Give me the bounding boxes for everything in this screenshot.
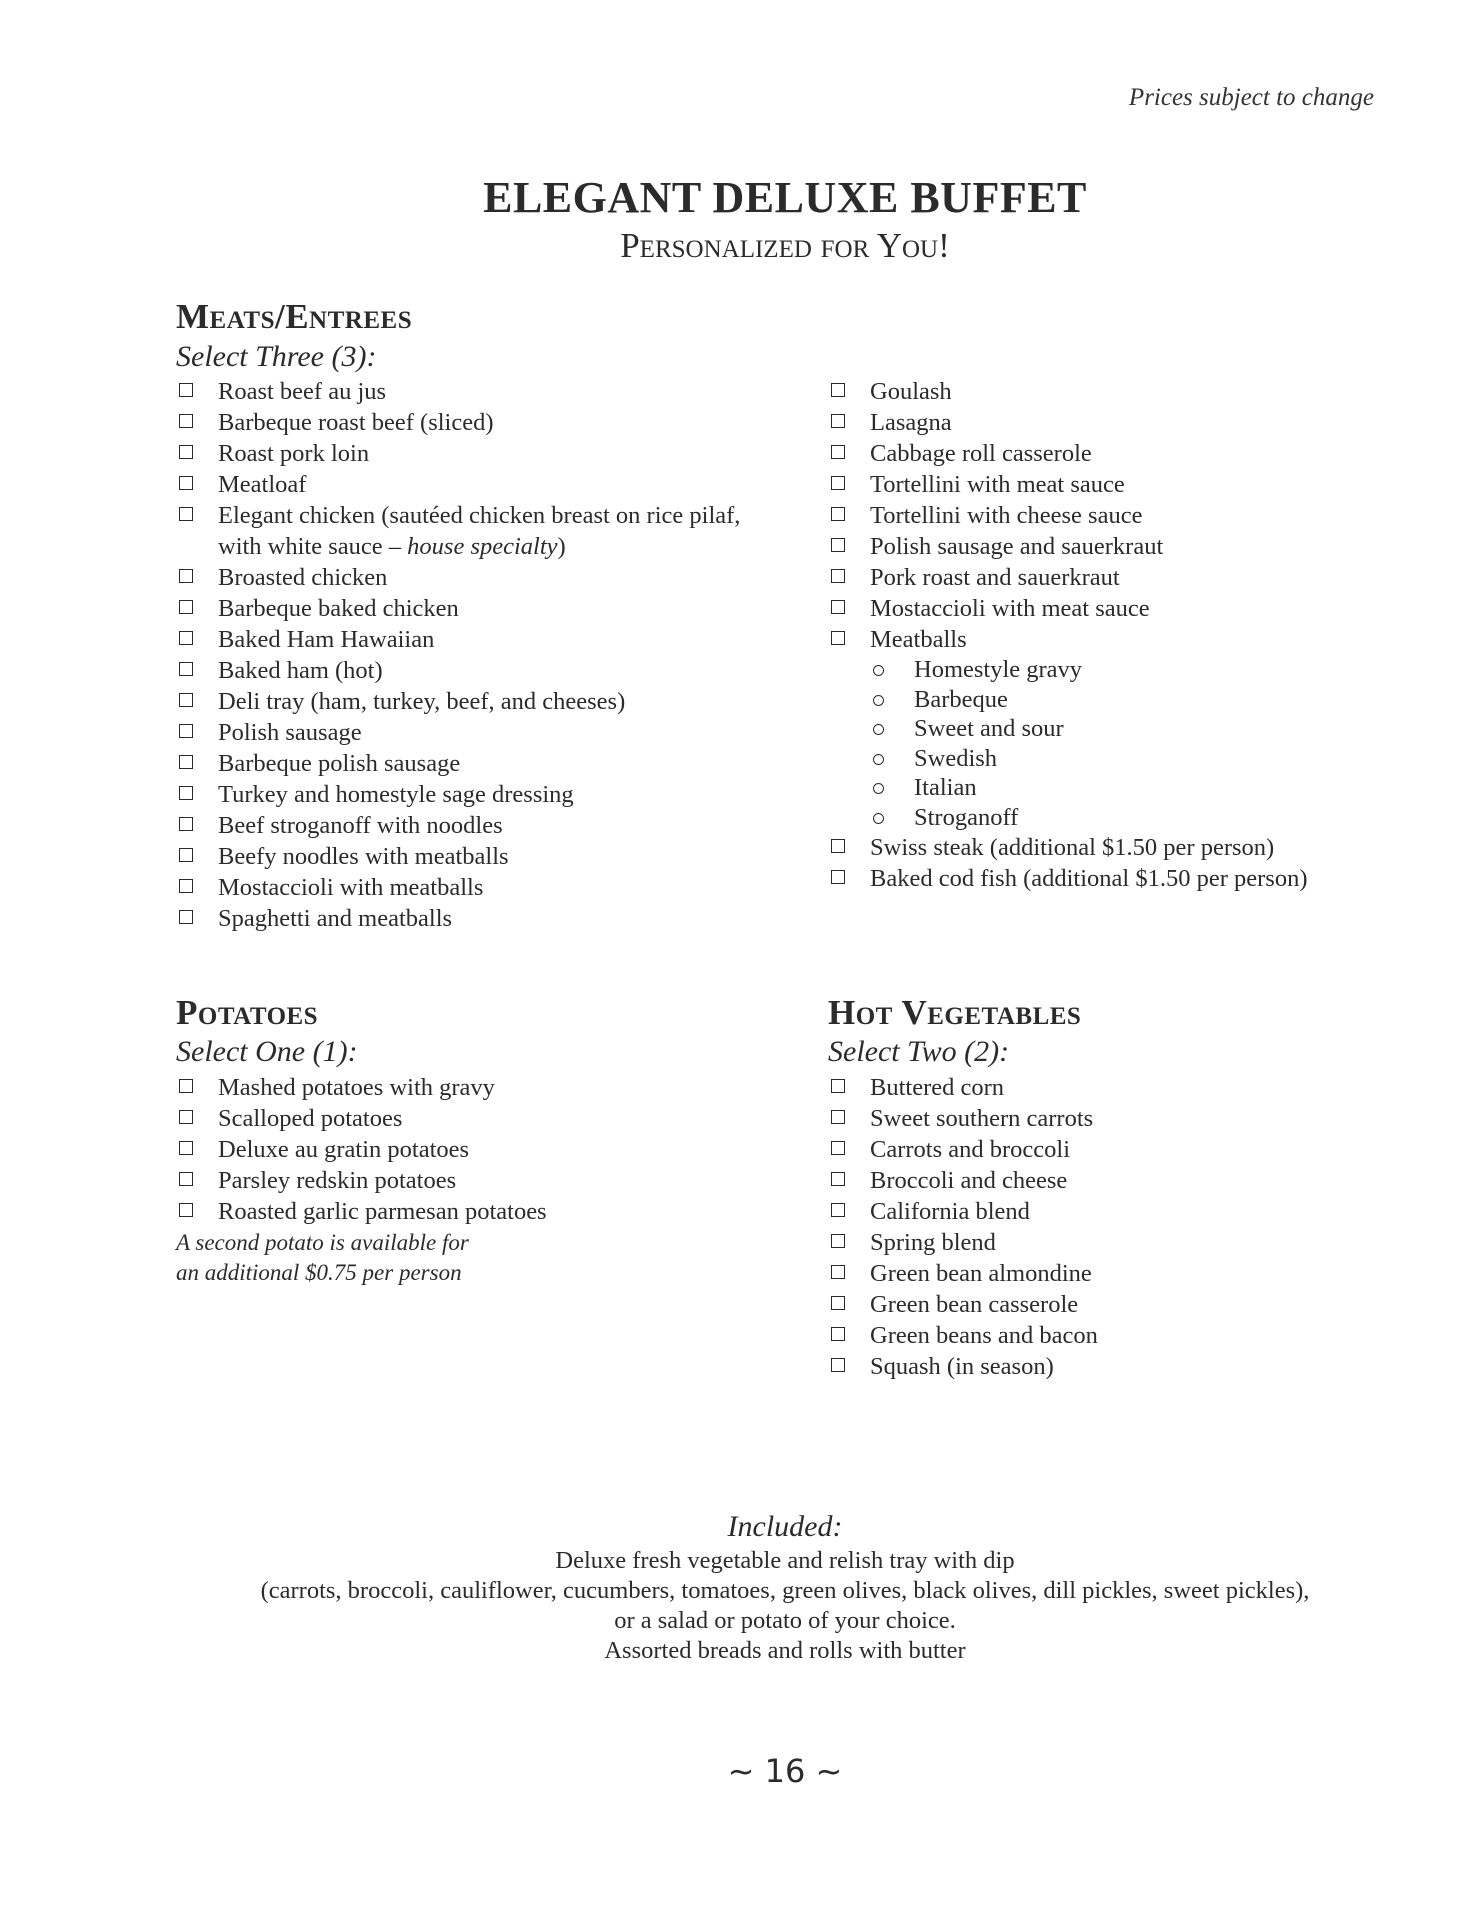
- checkbox-icon[interactable]: [179, 414, 193, 428]
- potato-item[interactable]: Scalloped potatoes: [176, 1103, 776, 1134]
- circle-bullet-icon: [873, 724, 884, 735]
- meat-item[interactable]: Polish sausage: [176, 717, 776, 748]
- checkbox-icon[interactable]: [831, 538, 845, 552]
- vegetable-item[interactable]: Green bean casserole: [828, 1289, 1428, 1320]
- checkbox-icon[interactable]: [831, 1296, 845, 1310]
- checkbox-icon[interactable]: [179, 1079, 193, 1093]
- meat-item[interactable]: Swiss steak (additional $1.50 per person): [828, 832, 1428, 863]
- meat-item[interactable]: Barbeque roast beef (sliced): [176, 407, 776, 438]
- vegetable-item[interactable]: Spring blend: [828, 1227, 1428, 1258]
- checkbox-icon[interactable]: [179, 879, 193, 893]
- potato-item[interactable]: Mashed potatoes with gravy: [176, 1072, 776, 1103]
- price-notice: Prices subject to change: [1128, 84, 1374, 111]
- meat-item[interactable]: Pork roast and sauerkraut: [828, 562, 1428, 593]
- included-line: (carrots, broccoli, cauliflower, cucumbers, tomatoes, green olives, black olives, dill pickles, sweet pickles),: [260, 1577, 1310, 1604]
- meat-item[interactable]: Mostaccioli with meat sauce: [828, 593, 1428, 624]
- vegetable-item[interactable]: Green bean almondine: [828, 1258, 1428, 1289]
- checkbox-icon[interactable]: [179, 383, 193, 397]
- checkbox-icon[interactable]: [179, 724, 193, 738]
- checkbox-icon[interactable]: [831, 476, 845, 490]
- checkbox-icon[interactable]: [831, 839, 845, 853]
- checkbox-icon[interactable]: [179, 476, 193, 490]
- meat-item[interactable]: Broasted chicken: [176, 562, 776, 593]
- included-line: or a salad or potato of your choice.: [614, 1607, 956, 1634]
- checkbox-icon[interactable]: [179, 786, 193, 800]
- checkbox-icon[interactable]: [179, 631, 193, 645]
- checkbox-icon[interactable]: [831, 383, 845, 397]
- meat-item[interactable]: Tortellini with cheese sauce: [828, 500, 1428, 531]
- checkbox-icon[interactable]: [179, 910, 193, 924]
- meatball-options: [828, 655, 1428, 832]
- vegetables-heading: Hot Vegetables: [828, 993, 1082, 1032]
- vegetable-item[interactable]: Sweet southern carrots: [828, 1103, 1428, 1134]
- potato-item[interactable]: Roasted garlic parmesan potatoes: [176, 1196, 776, 1227]
- potato-item[interactable]: Parsley redskin potatoes: [176, 1165, 776, 1196]
- meat-item[interactable]: Roast pork loin: [176, 438, 776, 469]
- checkbox-icon[interactable]: [179, 1141, 193, 1155]
- meat-item[interactable]: Barbeque polish sausage: [176, 748, 776, 779]
- vegetable-item[interactable]: Carrots and broccoli: [828, 1134, 1428, 1165]
- meat-item[interactable]: Goulash: [828, 376, 1428, 407]
- meat-item[interactable]: Barbeque baked chicken: [176, 593, 776, 624]
- meat-item[interactable]: Beefy noodles with meatballs: [176, 841, 776, 872]
- vegetables-list: [828, 1072, 1428, 1382]
- meat-item[interactable]: Lasagna: [828, 407, 1428, 438]
- checkbox-icon[interactable]: [831, 1079, 845, 1093]
- circle-bullet-icon: [873, 783, 884, 794]
- potato-item[interactable]: Deluxe au gratin potatoes: [176, 1134, 776, 1165]
- meat-item[interactable]: Baked ham (hot): [176, 655, 776, 686]
- meats-instruction: Select Three (3):: [176, 340, 377, 373]
- checkbox-icon[interactable]: [179, 817, 193, 831]
- potatoes-instruction: Select One (1):: [176, 1035, 358, 1068]
- potatoes-note: A second potato is available for an additional $0.75 per person: [176, 1230, 469, 1285]
- checkbox-icon[interactable]: [179, 445, 193, 459]
- checkbox-icon[interactable]: [831, 1358, 845, 1372]
- vegetable-item[interactable]: California blend: [828, 1196, 1428, 1227]
- meatball-option[interactable]: Italian: [828, 773, 1428, 803]
- checkbox-icon[interactable]: [831, 414, 845, 428]
- meatball-option[interactable]: Homestyle gravy: [828, 655, 1428, 685]
- specialty-note: house specialty: [407, 533, 558, 560]
- checkbox-icon[interactable]: [831, 445, 845, 459]
- checkbox-icon[interactable]: [179, 507, 193, 521]
- checkbox-icon[interactable]: [179, 662, 193, 676]
- page-subtitle: Personalized for You!: [620, 226, 950, 265]
- checkbox-icon[interactable]: [179, 755, 193, 769]
- included-title: Included:: [727, 1510, 843, 1543]
- potatoes-list: [176, 1072, 776, 1227]
- meats-list-right: [828, 376, 1428, 894]
- checkbox-icon[interactable]: [179, 693, 193, 707]
- checkbox-icon[interactable]: [831, 569, 845, 583]
- meat-item[interactable]: Baked cod fish (additional $1.50 per person): [828, 863, 1428, 894]
- meat-item[interactable]: Roast beef au jus: [176, 376, 776, 407]
- checkbox-icon[interactable]: [831, 1172, 845, 1186]
- meats-list-left: [176, 376, 776, 934]
- circle-bullet-icon: [873, 695, 884, 706]
- included-line: Deluxe fresh vegetable and relish tray with dip: [555, 1547, 1015, 1574]
- circle-bullet-icon: [873, 754, 884, 765]
- meatball-option[interactable]: Stroganoff: [828, 803, 1428, 833]
- checkbox-icon[interactable]: [179, 1203, 193, 1217]
- meats-heading: Meats/Entrees: [176, 297, 413, 336]
- included-line: Assorted breads and rolls with butter: [604, 1637, 966, 1664]
- checkbox-icon[interactable]: [831, 870, 845, 884]
- checkbox-icon[interactable]: [831, 1141, 845, 1155]
- checkbox-icon[interactable]: [831, 1234, 845, 1248]
- checkbox-icon[interactable]: [831, 1203, 845, 1217]
- potatoes-heading: Potatoes: [176, 993, 319, 1032]
- checkbox-icon[interactable]: [179, 848, 193, 862]
- circle-bullet-icon: [873, 813, 884, 824]
- checkbox-icon[interactable]: [179, 1110, 193, 1124]
- vegetable-item[interactable]: Green beans and bacon: [828, 1320, 1428, 1351]
- meat-item[interactable]: Tortellini with meat sauce: [828, 469, 1428, 500]
- page-title: ELEGANT DELUXE BUFFET: [483, 173, 1087, 222]
- page-number: ~ 16 ~: [727, 1752, 843, 1790]
- checkbox-icon[interactable]: [831, 507, 845, 521]
- meat-item[interactable]: Spaghetti and meatballs: [176, 903, 776, 934]
- checkbox-icon[interactable]: [179, 600, 193, 614]
- checkbox-icon[interactable]: [831, 631, 845, 645]
- vegetable-item[interactable]: Squash (in season): [828, 1351, 1428, 1382]
- meatball-option[interactable]: Sweet and sour: [828, 714, 1428, 744]
- meatball-option[interactable]: Swedish: [828, 744, 1428, 774]
- meat-item[interactable]: Deli tray (ham, turkey, beef, and cheeses): [176, 686, 776, 717]
- checkbox-icon[interactable]: [179, 569, 193, 583]
- vegetable-item[interactable]: Buttered corn: [828, 1072, 1428, 1103]
- meat-item[interactable]: Mostaccioli with meatballs: [176, 872, 776, 903]
- meatball-option[interactable]: Barbeque: [828, 685, 1428, 715]
- checkbox-icon[interactable]: [179, 1172, 193, 1186]
- circle-bullet-icon: [873, 665, 884, 676]
- included-section: [0, 1508, 1484, 1666]
- meat-item[interactable]: Meatloaf: [176, 469, 776, 500]
- vegetables-instruction: Select Two (2):: [828, 1035, 1010, 1068]
- meat-item[interactable]: Elegant chicken (sautéed chicken breast on rice pilaf, with white sauce – house specialty): [176, 500, 776, 562]
- meat-item[interactable]: Cabbage roll casserole: [828, 438, 1428, 469]
- checkbox-icon[interactable]: [831, 600, 845, 614]
- meat-item[interactable]: Turkey and homestyle sage dressing: [176, 779, 776, 810]
- checkbox-icon[interactable]: [831, 1110, 845, 1124]
- meat-item-meatballs[interactable]: Meatballs Homestyle gravy Barbeque Sweet and sour Swedish Italian Stroganoff: [828, 624, 1428, 832]
- meat-item[interactable]: Beef stroganoff with noodles: [176, 810, 776, 841]
- checkbox-icon[interactable]: [831, 1265, 845, 1279]
- meat-item[interactable]: Polish sausage and sauerkraut: [828, 531, 1428, 562]
- meat-item[interactable]: Baked Ham Hawaiian: [176, 624, 776, 655]
- vegetable-item[interactable]: Broccoli and cheese: [828, 1165, 1428, 1196]
- checkbox-icon[interactable]: [831, 1327, 845, 1341]
